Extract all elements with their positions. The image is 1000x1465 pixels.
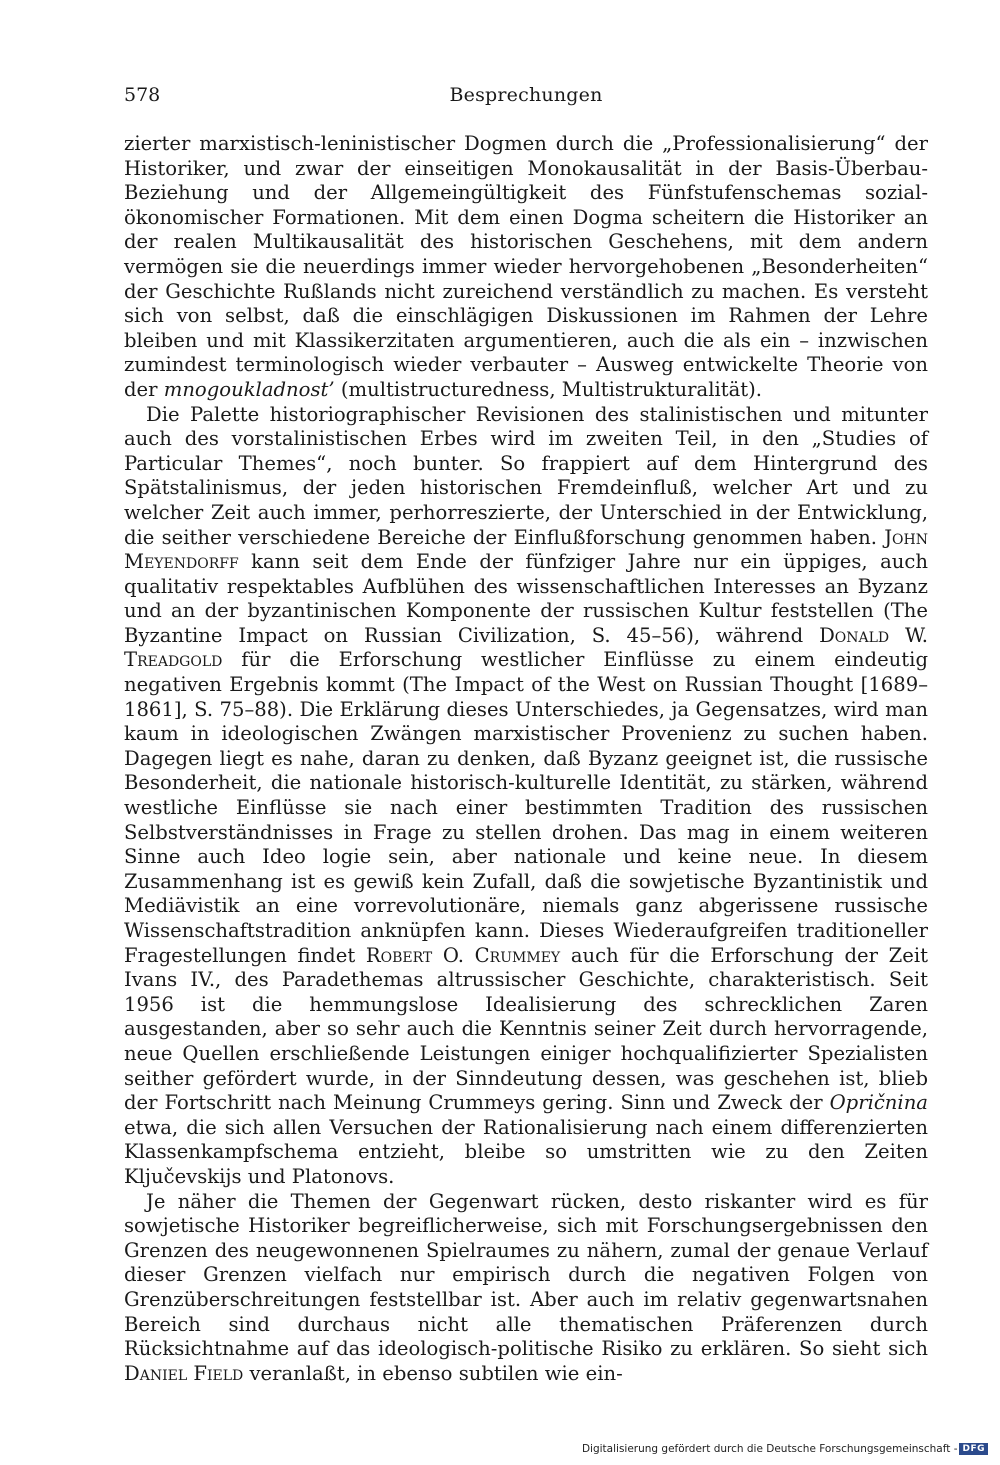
text-run: kann seit dem Ende der fünfziger Jahre nur ein üppiges, auch qualitativ respektables Aufblühen des wissenschaftlichen Interesses an Byzanz und an der byzantinischen Komponente der russischen Kultur feststellen (The Byzantine Impact on Russian Civilization, S. 45–56), während (124, 550, 928, 647)
page-header (124, 84, 928, 110)
author-name: John Meyendorff (124, 525, 928, 574)
text-run: etwa, die sich allen Versuchen der Rationalisierung nach einem differenzierten Klassenkampfschema entzieht, bleibe so umstritten wie zu den Zeiten Ključevskijs und Platonovs. (124, 1115, 928, 1188)
text-run: Je näher die Themen der Gegenwart rücken, desto riskanter wird es für sowjetische Historiker begreiflicherweise, sich mit Forschungsergebnissen den Grenzen des neugewonnenen Spielraumes zu nähern, zumal der genaue Verlauf dieser Grenzen vielfach nur empirisch durch die negativen Folgen von Grenzüberschreitungen feststellbar ist. Aber auch im relativ gegenwartsnahen Bereich sind durchaus nicht alle thematischen Präferenzen durch Rücksichtnahme auf das ideologisch-politische Risiko zu erklären. So sieht sich (124, 1189, 928, 1361)
text-run: auch für die Erforschung der Zeit Ivans IV., des Paradethemas altrussischer Geschichte, charakteristisch. Seit 1956 ist die hemmungslose Idealisierung des schrecklichen Zaren ausgestanden, aber so sehr auch die Kenntnis seiner Zeit durch hervorragende, neue Quellen erschließende Leistungen einiger hochqualifizierter Spezialisten seither gefördert wurde, in der Sinndeutung dessen, was geschehen ist, blieb der Fortschritt nach Meinung Crummeys gering. Sinn und Zweck der (124, 943, 928, 1115)
paragraph-2 (124, 403, 928, 1190)
text-run: Die Palette historiographischer Revisionen des stalinistischen und mitunter auch des vorstalinistischen Erbes wird im zweiten Teil, in den „Studies of Particular Themes“, noch bunter. So frappiert auf dem Hintergrund des Spätstalinismus, der jeden historischen Fremdeinfluß, welcher Art und zu welcher Zeit auch immer, perhorreszierte, der Unterschied in der Entwicklung, die seither verschiedene Bereiche der Einflußforschung genommen haben. (124, 402, 928, 549)
footer-text: Digitalisierung gefördert durch die Deutsche Forschungsgemeinschaft - (581, 1443, 958, 1455)
text-run: für die Erforschung westlicher Einflüsse zu einem eindeutig negativen Ergebnis kommt (The Impact of the West on Russian Thought [1689–1861], S. 75–88). Die Erklärung dieses Unterschiedes, ja Gegensatzes, wird man kaum in ideologischen Zwängen marxistischer Provenienz zu suchen haben. Dagegen liegt es nahe, daran zu denken, daß Byzanz geeignet ist, die russische Besonderheit, die nationale historisch-kulturelle Identität, zu stärken, während westliche Einflüsse sie nach einer bestimmten Tradition des russischen Selbstverständnisses in Frage zu stellen drohen. Das mag in einem weiteren Sinne auch Ideo logie sein, aber nationale und keine neue. In diesem Zusammenhang ist es gewiß kein Zufall, daß die sowjetische Byzantinistik und Mediävistik an eine vorrevolutionäre, niemals ganz abgerissene russische Wissenschaftstradition anknüpfen kann. Dieses Wiederaufgreifen traditioneller Fragestellungen findet (124, 648, 928, 967)
paragraph-1 (124, 132, 928, 403)
paragraph-3 (124, 1190, 928, 1387)
italic-term: Opričnina (829, 1091, 928, 1115)
page-number: 578 (124, 84, 161, 106)
author-name: Robert O. Crummey (365, 943, 561, 967)
author-name: Daniel Field (124, 1361, 244, 1385)
author-name: Donald W. Treadgold (124, 623, 928, 672)
body-text (124, 132, 928, 1386)
digitization-footer (582, 1443, 988, 1455)
italic-term: mnogoukladnost’ (163, 377, 335, 401)
dfg-logo: DFG (959, 1443, 988, 1455)
running-head: Besprechungen (449, 84, 603, 106)
text-run: zierter marxistisch-leninistischer Dogmen durch die „Professionalisierung“ der Historiker, und zwar der einseitigen Monokausalität in der Basis-Überbau-Beziehung und der Allgemeingültigkeit des Fünfstufenschemas sozial-ökonomischer Formationen. Mit dem einen Dogma scheitern die Historiker an der realen Multikausalität des historischen Geschehens, mit dem andern vermögen sie die neuerdings immer wieder hervorgehobenen „Besonderheiten“ der Geschichte Rußlands nicht zureichend verständlich zu machen. Es versteht sich von selbst, daß die einschlägigen Diskussionen im Rahmen der Lehre bleiben und mit Klassikerzitaten argumentieren, auch die als ein – inzwischen zumindest terminologisch wieder verbauter – Ausweg entwickelte Theorie von der (124, 132, 928, 401)
text-run: (multistructuredness, Multistrukturalität). (334, 377, 763, 401)
text-run: veranlaßt, in ebenso subtilen wie ein- (243, 1361, 623, 1385)
